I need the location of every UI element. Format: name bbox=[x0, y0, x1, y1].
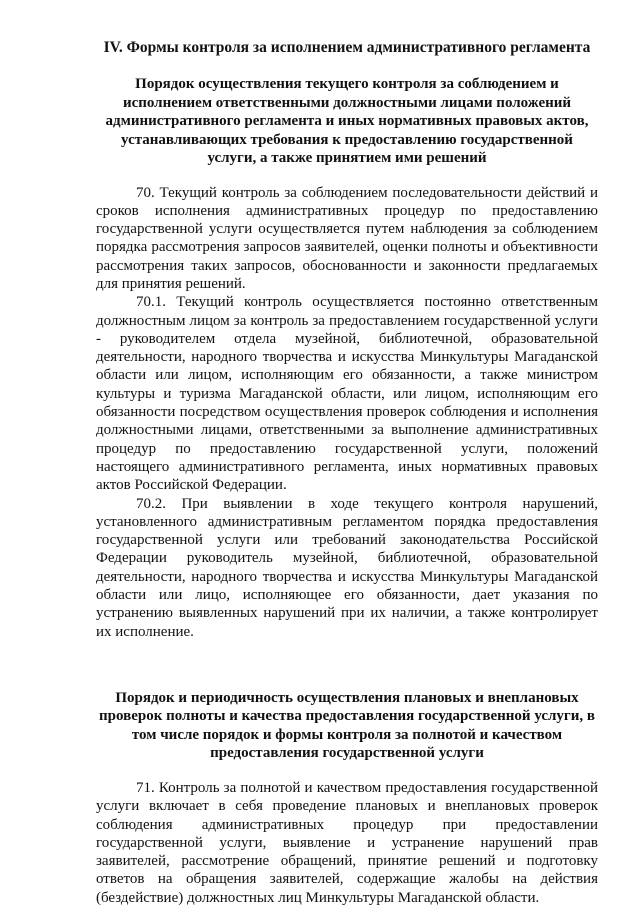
paragraph-70-1: 70.1. Текущий контроль осуществляется постоянно ответственным должностным лицом за контроль за предоставлением государственной услуги - руководителем отдела музейной, библиотечной, образовательной деятельности, народного творчества и искусства Минкультуры Магаданской области или лицом, исполняющим его обязанности, а также министром культуры и туризма Магаданской области, или лицом, исполняющим его обязанности посредством осуществления проверок соблюдения и исполнения должностными лицами, ответственными за выполнение административных процедур по предоставлению государственной услуги, положений настоящего административного регламента, иных нормативных правовых актов Российской Федерации. bbox=[96, 294, 598, 494]
section-title: IV. Формы контроля за исполнением административного регламента bbox=[103, 39, 591, 56]
paragraph-70: 70. Текущий контроль за соблюдением последовательности действий и сроков исполнения административных процедур по предоставлению государственной услуги осуществляется путем наблюдения за соблюдением порядка рассмотрения запросов заявителей, оценки полноты и объективности рассмотрения таких запросов, обоснованности и законности предлагаемых для принятия решений. bbox=[96, 184, 598, 292]
paragraph-71: 71. Контроль за полнотой и качеством предоставления государственной услуги включает в себя проведение плановых и внеплановых проверок соблюдения административных процедур при предоставлении государственной услуги, выявление и устранение нарушений прав заявителей, рассмотрение обращений, принятие решений и подготовку ответов на обращения заявителей, содержащие жалобы на действия (бездействие) должностных лиц Минкультуры Магаданской области. bbox=[96, 779, 598, 906]
subsection-title-current-control: Порядок осуществления текущего контроля за соблюдением и исполнением ответственными должностными лицами положений административного регламента и иных нормативных правовых актов, устанавливающих требования к предоставлению государственной услуги, а также принятием ими решений bbox=[105, 76, 589, 166]
subsection-title-inspections: Порядок и периодичность осуществления плановых и внеплановых проверок полноты и качества предоставления государственной услуги, в том числе порядок и формы контроля за полнотой и качеством предоставления государственной услуги bbox=[98, 689, 595, 762]
document-page bbox=[96, 38, 598, 907]
paragraph-70-2: 70.2. При выявлении в ходе текущего контроля нарушений, установленного административным регламентом порядка предоставления государственной услуги или требований законодательства Российской Федерации руководитель музейной, библиотечной, образовательной деятельности, народного творчества и искусства Минкультуры Магаданской области или лицо, исполняющее его обязанности, дает указания по устранению выявленных нарушений при их наличии, а также контролирует их исполнение. bbox=[96, 495, 598, 640]
